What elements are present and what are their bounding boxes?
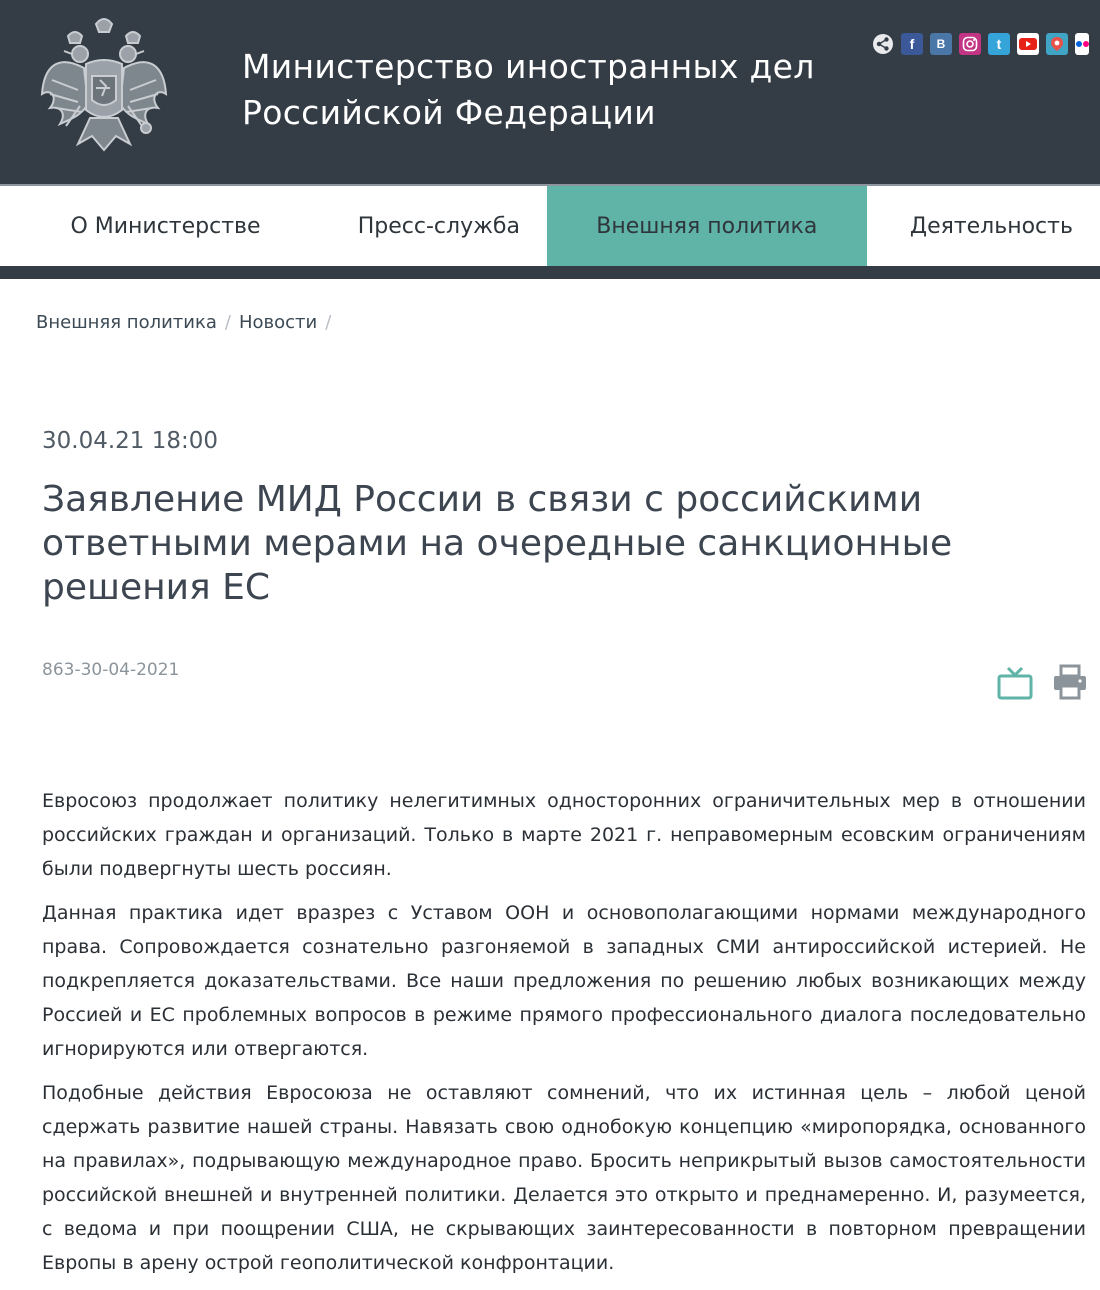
nav-item-activity[interactable]: Деятельность (909, 213, 1073, 239)
breadcrumb-link-foreign-policy[interactable]: Внешняя политика (36, 312, 217, 333)
instagram-icon[interactable] (959, 33, 981, 55)
main-nav (0, 184, 1100, 266)
periscope-icon[interactable] (1046, 33, 1068, 55)
social-links (872, 33, 1089, 55)
site-title-line-1: Министерство иностранных дел (242, 47, 815, 86)
print-icon[interactable] (1052, 664, 1088, 700)
share-icon[interactable] (872, 33, 894, 55)
breadcrumb-link-news[interactable]: Новости (238, 312, 318, 333)
breadcrumb-separator: / (224, 312, 231, 333)
article-date: 30.04.21 18:00 (42, 428, 219, 454)
breadcrumb (36, 312, 339, 333)
tv-icon[interactable] (997, 666, 1033, 700)
vk-icon[interactable]: B (930, 33, 952, 55)
site-header (0, 0, 1100, 184)
nav-item-press-service[interactable]: Пресс-служба (357, 213, 520, 239)
breadcrumb-separator: / (325, 312, 332, 333)
coat-of-arms-icon[interactable] (38, 14, 170, 160)
nav-item-foreign-policy[interactable]: Внешняя политика (547, 186, 867, 266)
article-paragraph: Данная практика идет вразрез с Уставом ООН и основополагающими нормами международного права. Сопровождается сознательно разгоняемой в западных СМИ антироссийской истерией. Не подкрепляется доказательствами. Все наши предложения по решению любых возникающих между Россией и ЕС проблемных вопросов в режиме прямого профессионального диалога последовательно игнорируются или отвергаются. (42, 902, 1086, 1060)
article-paragraph: Подобные действия Евросоюза не оставляют сомнений, что их истинная цель – любой ценой сдержать развитие нашей страны. Навязать свою однобокую концепцию «миропорядка, основанного на правилах», подрывающую международное право. Бросить неприкрытый вызов самостоятельности российской внешней и внутренней политики. Делается это открыто и преднамеренно. И, разумеется, с ведома и при поощрении США, не скрывающих заинтересованности в повторном превращении Европы в арену острой геополитической конфронтации. (42, 1082, 1086, 1274)
site-title-line-2: Российской Федерации (242, 93, 656, 132)
nav-divider (0, 266, 1100, 279)
site-title[interactable] (242, 44, 842, 136)
document-number: 863-30-04-2021 (42, 660, 180, 680)
facebook-icon[interactable]: f (901, 33, 923, 55)
youtube-icon[interactable] (1017, 33, 1039, 55)
tumblr-icon[interactable]: t (988, 33, 1010, 55)
article-paragraph: Евросоюз продолжает политику нелегитимных односторонних ограничительных мер в отношении российских граждан и организаций. Только в марте 2021 г. неправомерным есовским ограничениям были подвергнуты шесть россиян. (42, 790, 1086, 880)
article-body (42, 784, 1086, 1290)
article-title: Заявление МИД России в связи с российскими ответными мерами на очередные санкционные решения ЕС (42, 479, 953, 608)
flickr-icon[interactable] (1075, 33, 1089, 55)
nav-item-about-ministry[interactable]: О Министерстве (70, 213, 261, 239)
